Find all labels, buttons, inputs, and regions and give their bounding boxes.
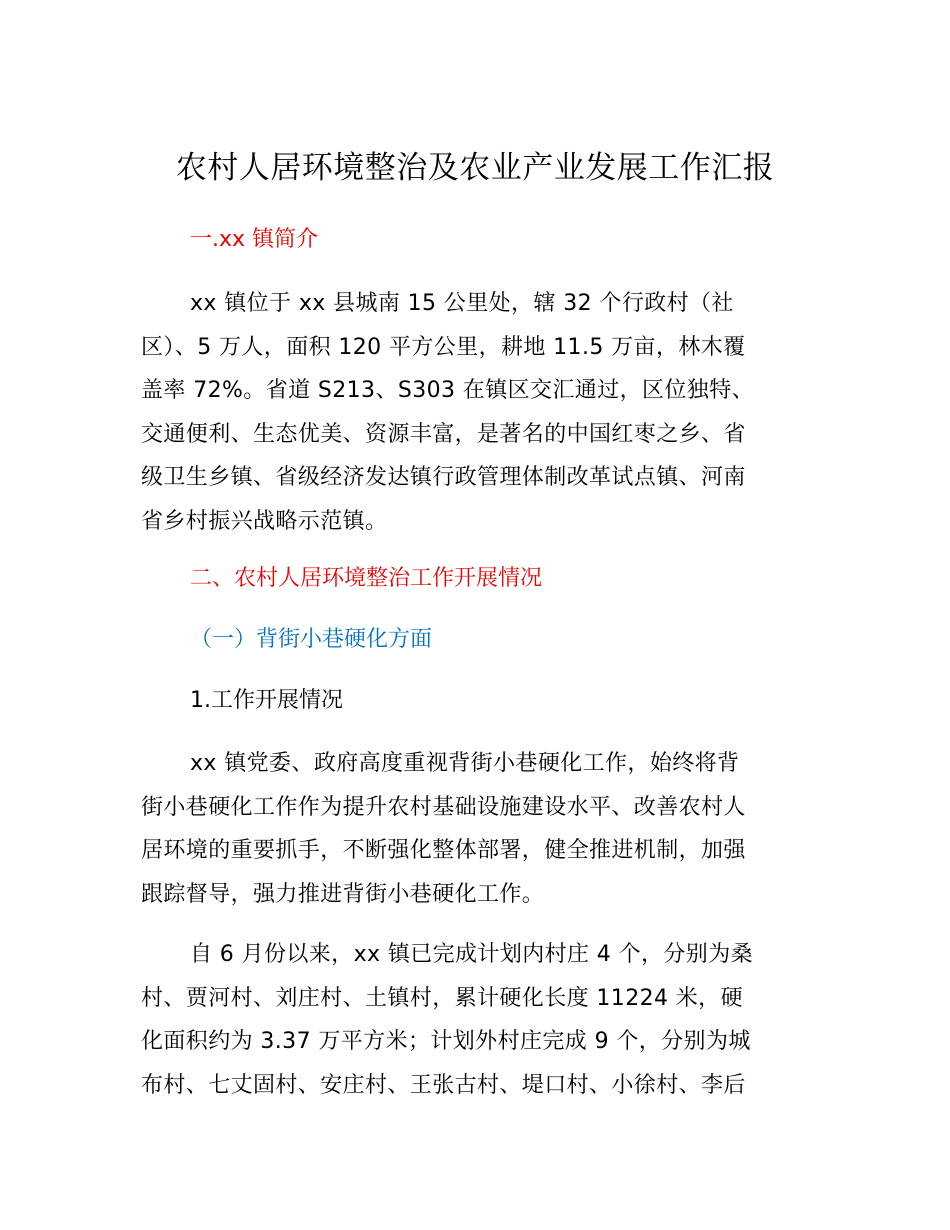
paragraph-line: 村、贾河村、刘庄村、土镇村，累计硬化长度 11224 米，硬 xyxy=(141,985,743,1011)
paragraph-line: xx 镇位于 xx 县城南 15 公里处，辖 32 个行政村（社 xyxy=(190,291,734,316)
paragraph-alley-work xyxy=(141,742,813,916)
paragraph-line: 省乡村振兴战略示范镇。 xyxy=(141,508,388,534)
section-heading-town-intro: 一.xx 镇简介 xyxy=(190,227,319,252)
item-heading-work-progress: 1.工作开展情况 xyxy=(190,688,343,713)
paragraph-line: 街小巷硬化工作作为提升农村基础设施建设水平、改善农村人 xyxy=(141,794,746,820)
paragraph-line: 跟踪督导，强力推进背街小巷硬化工作。 xyxy=(141,881,545,907)
paragraph-town-intro xyxy=(141,282,813,543)
paragraph-line: 居环境的重要抓手，不断强化整体部署，健全推进机制，加强 xyxy=(141,838,746,863)
paragraph-line: 化面积约为 3.37 万平方米；计划外村庄完成 9 个，分别为城 xyxy=(141,1029,751,1054)
paragraph-line: 区）、5 万人，面积 120 平方公里，耕地 11.5 万亩，林木覆 xyxy=(141,334,746,360)
paragraph-line: xx 镇党委、政府高度重视背街小巷硬化工作，始终将背 xyxy=(190,751,740,776)
subsection-heading-alleys: （一）背街小巷硬化方面 xyxy=(190,627,433,652)
section-heading-environment: 二、农村人居环境整治工作开展情况 xyxy=(190,566,543,591)
paragraph-line: 交通便利、生态优美、资源丰富，是著名的中国红枣之乡、省 xyxy=(141,421,746,447)
paragraph-line: 级卫生乡镇、省级经济发达镇行政管理体制改革试点镇、河南 xyxy=(141,465,746,490)
document-title: 农村人居环境整治及农业产业发展工作汇报 xyxy=(175,150,775,186)
paragraph-line: 布村、七丈固村、安庄村、王张古村、堤口村、小徐村、李后 xyxy=(141,1072,746,1098)
paragraph-line: 自 6 月份以来，xx 镇已完成计划内村庄 4 个，分别为桑 xyxy=(190,942,754,967)
paragraph-line: 盖率 72%。省道 S213、S303 在镇区交汇通过，区位独特、 xyxy=(141,378,754,403)
paragraph-alley-progress xyxy=(141,933,813,1107)
